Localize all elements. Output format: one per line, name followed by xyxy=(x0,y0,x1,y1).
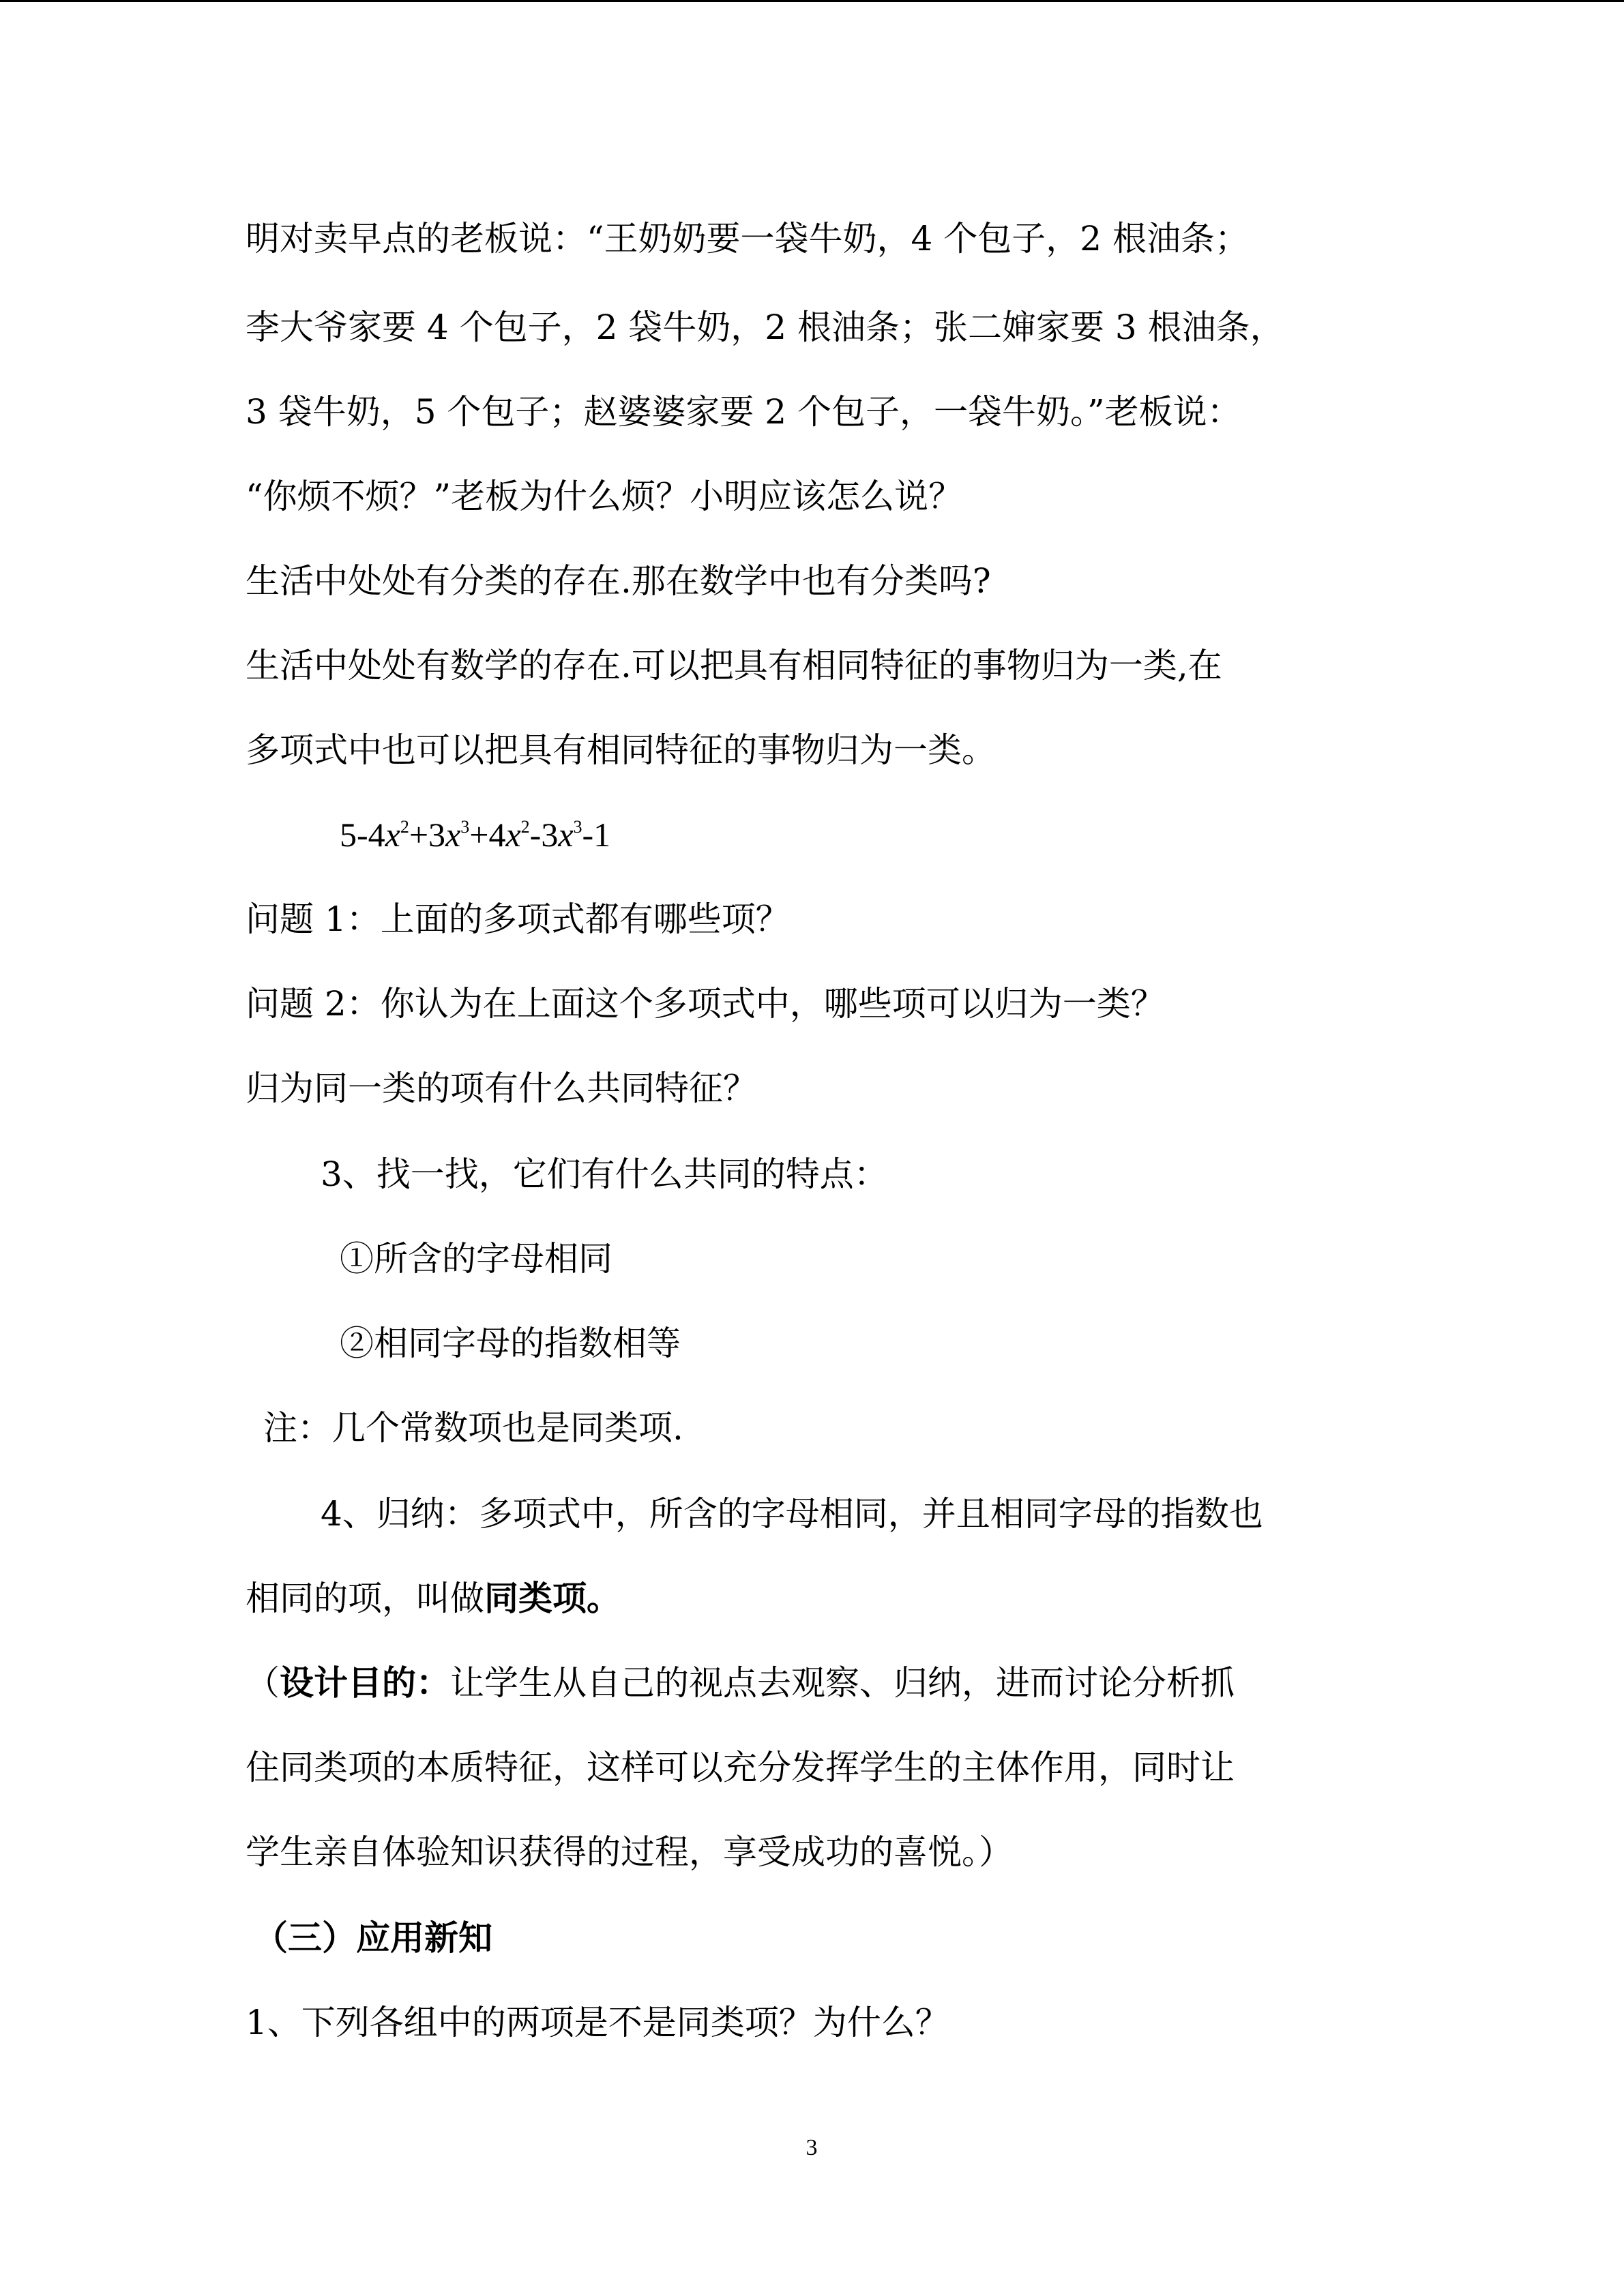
exercise-1: 1、下列各组中的两项是不是同类项？为什么？ xyxy=(246,2003,949,2042)
formula-term-4: -3 xyxy=(529,816,559,854)
find-heading: 3、找一找，它们有什么共同的特点： xyxy=(321,1154,888,1194)
formula-var: x xyxy=(558,816,574,854)
term-like-terms: 同类项。 xyxy=(484,1578,621,1618)
formula-exponent: 2 xyxy=(520,817,530,837)
formula-var: x xyxy=(505,816,521,854)
paragraph-line-2: 李大爷家要 4 个包子，2 袋牛奶，2 根油条；张二婶家要 3 根油条， xyxy=(246,308,1284,347)
formula-term-5: -1 xyxy=(582,816,611,854)
question-2: 问题 2：你认为在上面这个多项式中，哪些项可以归为一类？ xyxy=(246,984,1165,1024)
paragraph-line-5: 生活中处处有分类的存在.那在数学中也有分类吗? xyxy=(246,561,991,601)
formula-term-1: 5-4 xyxy=(340,816,385,854)
formula-term-3: +4 xyxy=(469,816,506,854)
formula-exponent: 3 xyxy=(460,817,470,837)
top-border-rule xyxy=(0,0,1624,2)
formula-term-2: +3 xyxy=(409,816,446,854)
formula-var: x xyxy=(385,816,400,854)
section-heading: （三）应用新知 xyxy=(254,1918,492,1958)
feature-point-2: ②相同字母的指数相等 xyxy=(340,1324,681,1363)
design-purpose-line-1 xyxy=(246,1661,1235,1705)
note: 注：几个常数项也是同类项. xyxy=(263,1408,683,1448)
design-purpose-line-3: 学生亲自体验知识获得的过程，享受成功的喜悦。） xyxy=(246,1832,1013,1872)
summary-line-1: 4、归纳：多项式中，所含的字母相同，并且相同字母的指数也 xyxy=(321,1494,1263,1534)
paragraph-line-4: “你烦不烦？”老板为什么烦？小明应该怎么说？ xyxy=(246,477,963,516)
design-purpose-text: 让学生从自己的视点去观察、归纳，进而讨论分析抓 xyxy=(450,1663,1235,1703)
formula-exponent: 2 xyxy=(400,817,409,837)
formula-var: x xyxy=(445,816,461,854)
feature-point-1: ①所含的字母相同 xyxy=(340,1239,612,1279)
summary-line-2 xyxy=(246,1577,621,1620)
paragraph-line-1: 明对卖早点的老板说：“王奶奶要一袋牛奶，4 个包子，2 根油条； xyxy=(246,219,1249,258)
design-paren: （ xyxy=(246,1663,280,1703)
paragraph-line-7: 多项式中也可以把具有相同特征的事物归为一类。 xyxy=(246,730,996,770)
page-number: 3 xyxy=(806,2135,818,2160)
paragraph-line-3: 3 袋牛奶，5 个包子；赵婆婆家要 2 个包子，一袋牛奶。”老板说： xyxy=(246,392,1241,432)
question-3: 归为同一类的项有什么共同特征？ xyxy=(246,1069,757,1108)
design-purpose-line-2: 住同类项的本质特征，这样可以充分发挥学生的主体作用，同时让 xyxy=(246,1748,1235,1787)
polynomial-formula xyxy=(340,813,610,856)
formula-exponent: 3 xyxy=(573,817,582,837)
question-1: 问题 1：上面的多项式都有哪些项？ xyxy=(246,899,790,939)
design-purpose-label: 设计目的： xyxy=(280,1663,450,1703)
summary-line-2-text: 相同的项，叫做 xyxy=(246,1579,484,1618)
paragraph-line-6: 生活中处处有数学的存在.可以把具有相同特征的事物归为一类,在 xyxy=(246,646,1222,685)
